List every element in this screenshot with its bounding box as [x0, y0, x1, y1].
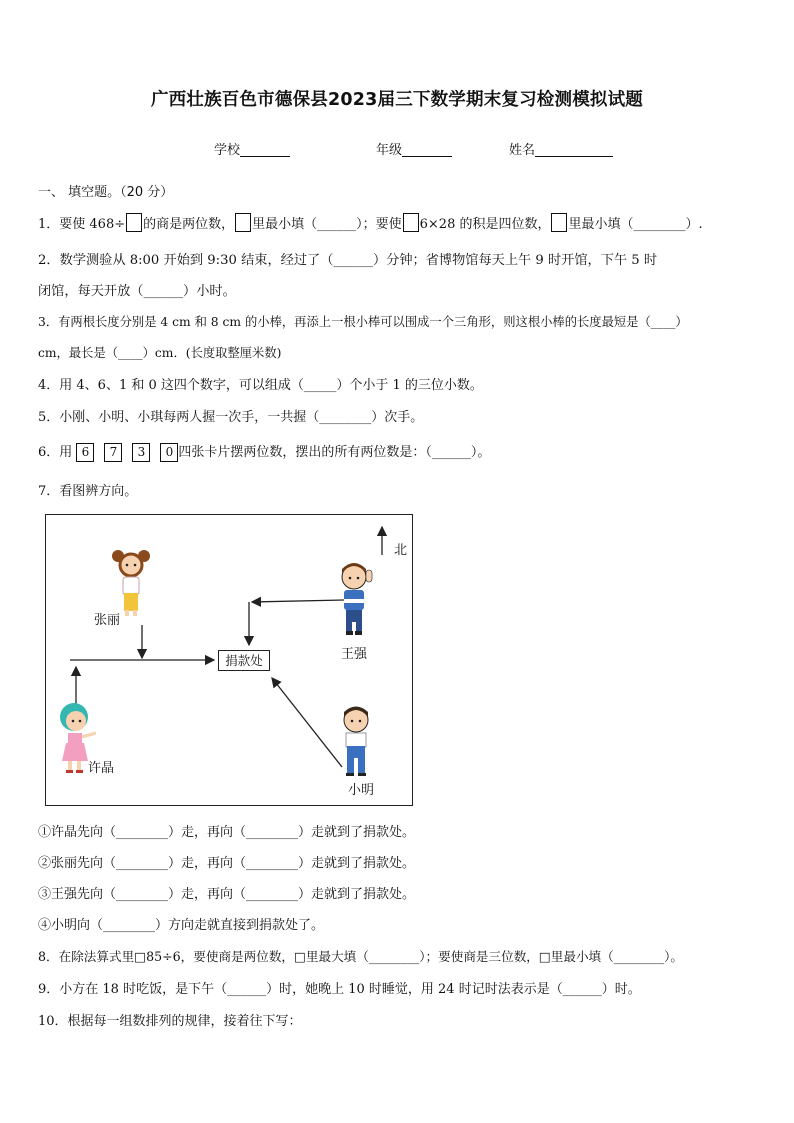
xiaoming-label: 小明: [348, 783, 375, 798]
answer-box[interactable]: [126, 213, 142, 232]
question-3-line-1: 3．有两根长度分别是 4 cm 和 8 cm 的小棒，再添上一根小棒可以围成一个三角形，则这根小棒的长度最短是（____）: [38, 315, 688, 329]
zhangli-figure: [112, 550, 150, 616]
xiaoming-figure: [344, 707, 368, 777]
question-7-item-4: ④小明向（________）方向走就直接到捐款处了。: [38, 918, 325, 933]
question-7: 7．看图辨方向。: [38, 484, 138, 499]
info-line: [0, 139, 794, 161]
question-9: 9．小方在 18 时吃饭，是下午（______）时，她晚上 10 时睡觉，用 24 时记时法表示是（______）时。: [38, 982, 641, 997]
digit-card: 3: [132, 443, 150, 462]
question-7-item-2: ②张丽先向（________）走，再向（________）走就到了捐款处。: [38, 856, 416, 871]
name-field[interactable]: 姓名: [509, 139, 613, 158]
xujing-label: 许晶: [88, 761, 115, 776]
page-title: 广西壮族百色市德保县2023届三下数学期末复习检测模拟试题: [150, 90, 643, 110]
digit-card: 0: [160, 443, 178, 462]
question-7-item-3: ③王强先向（________）走，再向（________）走就到了捐款处。: [38, 887, 416, 902]
zhangli-label: 张丽: [94, 613, 121, 628]
question-10: 10．根据每一组数排列的规律，接着往下写：: [38, 1014, 302, 1029]
north-label: 北: [394, 543, 408, 558]
wangqiang-figure: [342, 563, 372, 635]
question-7-item-1: ①许晶先向（________）走，再向（________）走就到了捐款处。: [38, 825, 416, 840]
donation-point: 捐款处: [218, 650, 270, 671]
xiaoming-path-northwest: [272, 678, 342, 767]
grade-field[interactable]: 年级: [376, 139, 452, 158]
question-2-line-2: 闭馆，每天开放（______）小时。: [38, 284, 236, 299]
question-6: 6．用 6 7 3 0 四张卡片摆两位数，摆出的所有两位数是：（______）。: [38, 445, 491, 460]
question-5: 5．小刚、小明、小琪每两人握一次手，一共握（________）次手。: [38, 410, 424, 425]
answer-box[interactable]: [403, 213, 419, 232]
wangqiang-path-west: [252, 600, 344, 602]
school-field[interactable]: 学校: [214, 139, 290, 158]
direction-diagram: [45, 514, 413, 806]
question-1: 1．要使 468÷ 的商是两位数， 里最小填（______）；要使 6×28 的积是四位数， 里最小填（________）.: [38, 213, 703, 232]
section-heading: 一、 填空题。（20 分）: [38, 185, 174, 200]
digit-card: 7: [104, 443, 122, 462]
question-3-line-2: cm，最长是（____）cm．(长度取整厘米数): [38, 346, 282, 360]
answer-box[interactable]: [551, 213, 567, 232]
wangqiang-label: 王强: [341, 647, 368, 662]
question-4: 4．用 4、6、1 和 0 这四个数字，可以组成（_____）个小于 1 的三位小数。: [38, 378, 483, 393]
digit-card: 6: [76, 443, 94, 462]
question-8: 8．在除法算式里□85÷6，要使商是两位数，□里最大填（________）；要使商是三位数，□里最小填（________）。: [38, 949, 684, 964]
question-2-line-1: 2．数学测验从 8:00 开始到 9:30 结束，经过了（______）分钟；省博物馆每天上午 9 时开馆，下午 5 时: [38, 253, 658, 268]
answer-box[interactable]: [235, 213, 251, 232]
